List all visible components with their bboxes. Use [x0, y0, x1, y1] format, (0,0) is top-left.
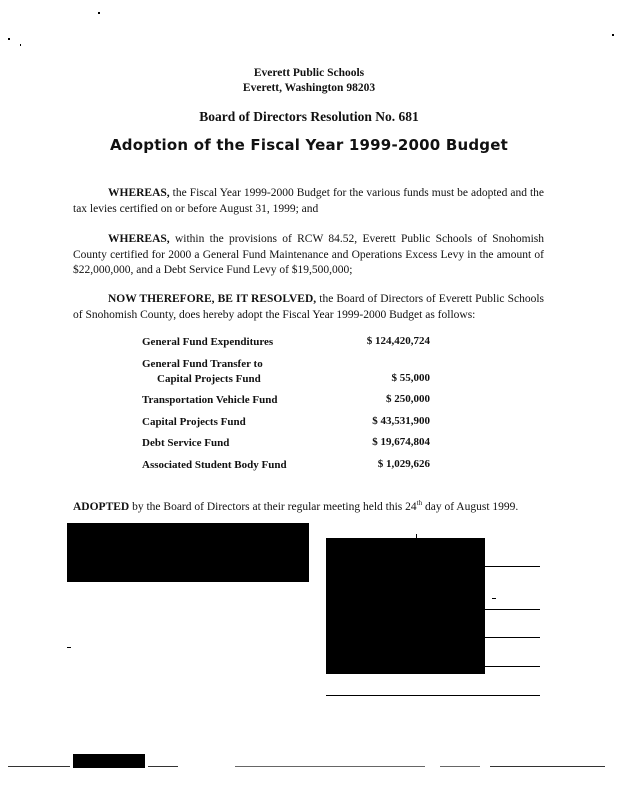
scan-artifact-line [148, 766, 178, 767]
scan-artifact-line [440, 766, 480, 767]
redacted-signature-block-right [326, 538, 485, 674]
scan-artifact-line [8, 766, 70, 767]
adopted-day-suffix: th [416, 499, 423, 507]
fund-name-line1: General Fund Transfer to [142, 358, 263, 370]
resolved-lead: NOW THEREFORE, BE IT RESOLVED, [108, 293, 317, 305]
fund-name: Capital Projects Fund [142, 416, 246, 428]
fund-amount: $ 55,000 [391, 372, 430, 384]
whereas-paragraph-1 [73, 186, 544, 217]
resolved-text: the Board of Directors of Everett Public Schools of Snohomish County, does hereby adopt the Fiscal Year 1999-2000 Budget as follows: [73, 293, 545, 321]
signature-line [485, 566, 540, 567]
adopted-paragraph [73, 496, 553, 515]
signature-line [485, 637, 540, 638]
scan-speck [98, 12, 100, 14]
whereas-paragraph-2 [73, 232, 544, 279]
whereas-text: within the provisions of RCW 84.52, Everett Public Schools of Snohomish County certified for 2000 a General Fund Maintenance and Operations Excess Levy in the amount of $22,000,000, and a Debt Service Fund Levy of $19,500,000; [73, 233, 545, 276]
resolved-paragraph [73, 292, 544, 323]
scan-speck [612, 34, 614, 36]
whereas-lead: WHEREAS, [108, 187, 170, 199]
adopted-lead: ADOPTED [73, 500, 130, 513]
redacted-signature-block-left [67, 523, 309, 582]
fund-name: Debt Service Fund [142, 437, 230, 449]
fund-amount: $ 43,531,900 [372, 415, 430, 427]
org-name: Everett Public Schools [253, 67, 365, 79]
org-address: Everett, Washington 98203 [242, 82, 376, 94]
scan-artifact-line [490, 766, 605, 767]
fund-name: Transportation Vehicle Fund [142, 394, 278, 406]
fund-name: General Fund Expenditures [142, 336, 274, 348]
whereas-text: the Fiscal Year 1999-2000 Budget for the various funds must be adopted and the tax levies certified on or before August 31, 1999; and [73, 187, 545, 215]
adopted-text-after: day of August 1999. [424, 500, 519, 513]
document-title: Adoption of the Fiscal Year 1999-2000 Budget [110, 136, 508, 154]
signature-line [485, 609, 540, 610]
signature-line [326, 695, 540, 696]
fund-amount: $ 250,000 [386, 393, 430, 405]
fund-amount: $ 124,420,724 [366, 335, 430, 347]
adopted-text-before: by the Board of Directors at their regular meeting held this [132, 500, 403, 513]
resolution-number: Board of Directors Resolution No. 681 [199, 109, 419, 124]
signature-line [485, 666, 540, 667]
redacted-footer-block [73, 754, 145, 768]
scan-speck [67, 647, 71, 648]
fund-name: Associated Student Body Fund [142, 459, 287, 471]
fund-amount: $ 1,029,626 [377, 458, 430, 470]
scan-artifact-line [235, 766, 425, 767]
fund-name-line2: Capital Projects Fund [157, 373, 261, 385]
whereas-lead: WHEREAS, [108, 233, 170, 245]
fund-amount: $ 19,674,804 [372, 436, 430, 448]
scan-speck [492, 598, 496, 599]
scan-speck [8, 38, 10, 40]
adopted-day: 24 [405, 500, 417, 513]
fund-name [142, 357, 263, 387]
scan-speck [20, 44, 21, 46]
